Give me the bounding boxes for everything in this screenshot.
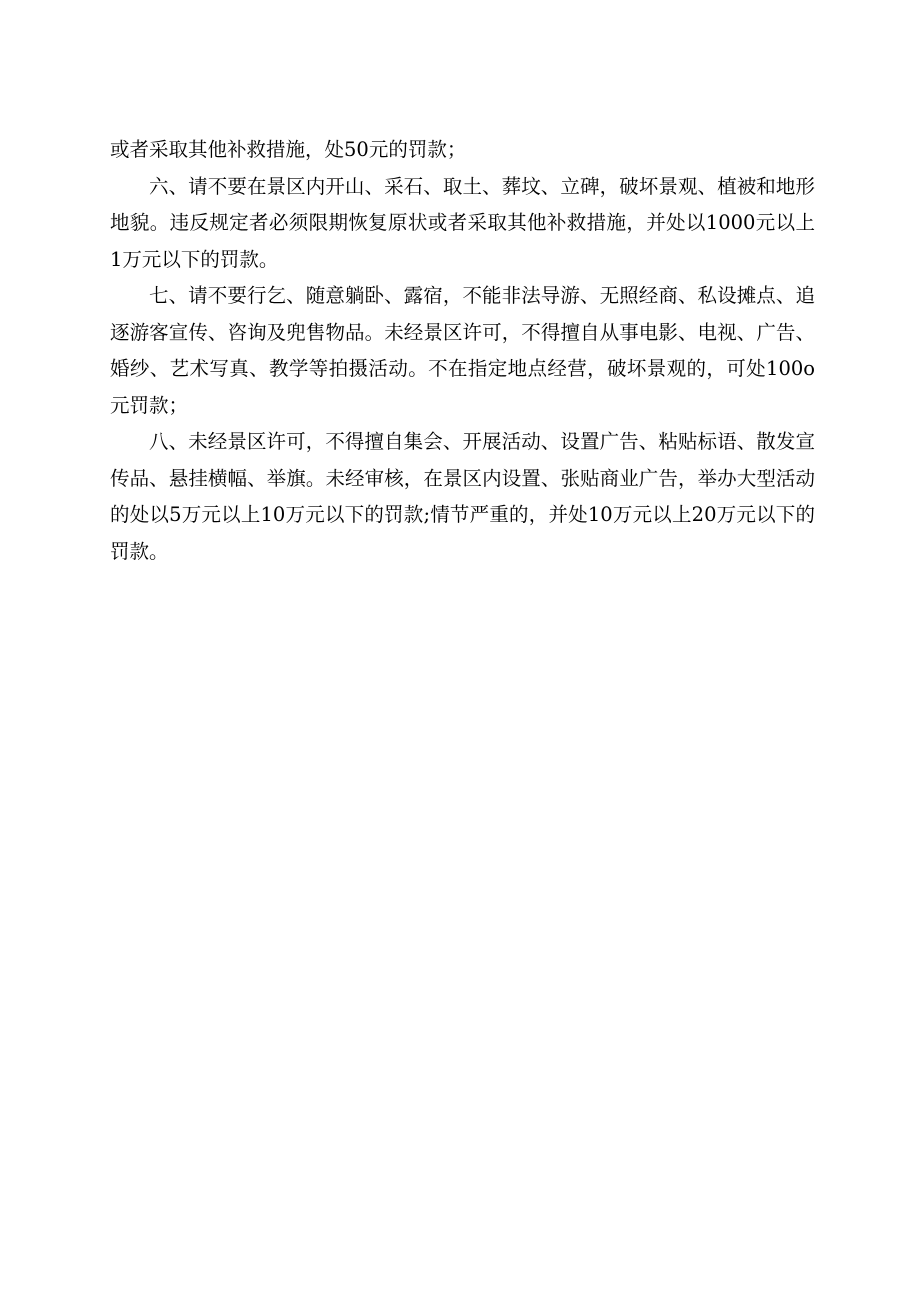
paragraph-item-6: 六、请不要在景区内开山、采石、取土、葬坟、立碑，破坏景观、植被和地形地貌。违反规定者必须限期恢复原状或者采取其他补救措施，并处以1000元以上1万元以下的罚款。: [110, 174, 815, 271]
document-body: [110, 132, 815, 570]
paragraph-item-7: 七、请不要行乞、随意躺卧、露宿，不能非法导游、无照经商、私设摊点、追逐游客宣传、咨询及兜售物品。未经景区许可，不得擅自从事电影、电视、广告、婚纱、艺术写真、教学等拍摄活动。不在指定地点经营，破坏景观的，可处100o元罚款；: [110, 284, 815, 417]
paragraph-continuation: 或者采取其他补救措施，处50元的罚款；: [110, 138, 467, 161]
paragraph-item-8: 八、未经景区许可，不得擅自集会、开展活动、设置广告、粘贴标语、散发宣传品、悬挂横幅、举旗。未经审核，在景区内设置、张贴商业广告，举办大型活动的处以5万元以上10万元以下的罚款;情节严重的，并处10万元以上20万元以下的罚款。: [110, 430, 815, 563]
